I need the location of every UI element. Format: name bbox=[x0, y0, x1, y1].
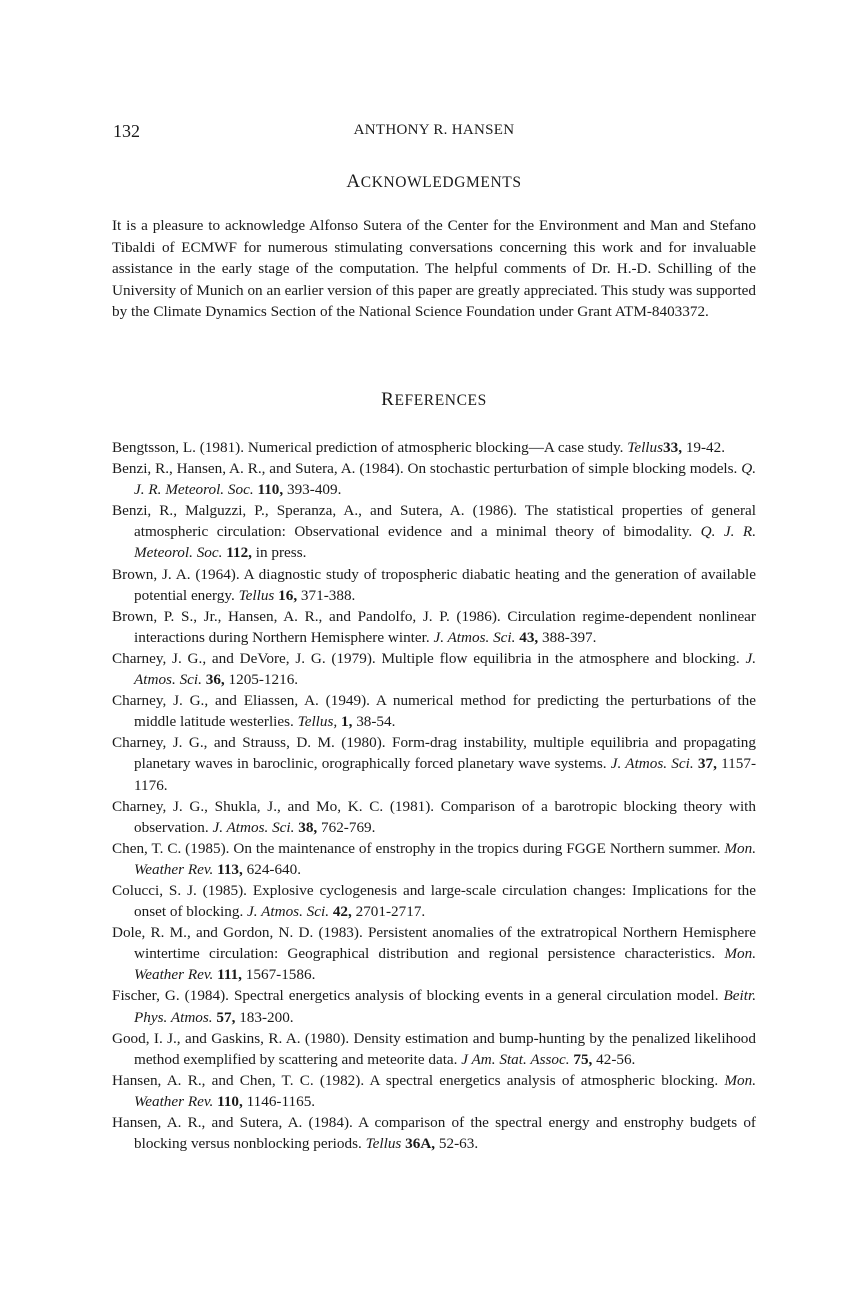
reference-venue: Q. J. R. Meteorol. Soc. bbox=[134, 460, 756, 499]
reference-pages: 1157-1176. bbox=[134, 755, 757, 794]
reference-entry bbox=[112, 564, 756, 606]
page-number: 132 bbox=[113, 121, 140, 141]
reference-pages: 1205-1216. bbox=[228, 671, 299, 689]
reference-volume: 43, bbox=[519, 628, 539, 646]
reference-entry bbox=[112, 500, 756, 563]
reference-volume: 33, bbox=[663, 439, 683, 456]
reference-pages: in press. bbox=[255, 544, 307, 562]
reference-volume: 110, bbox=[217, 1092, 243, 1110]
reference-entry bbox=[112, 690, 756, 732]
reference-authors: Brown, P. S., Jr., Hansen, A. R., and Pandolfo, J. P. (1986). Circulation regime-dependent nonlinear interactions during Northern Hemisphere winter. bbox=[112, 607, 756, 646]
reference-venue: J Am. Stat. Assoc. bbox=[461, 1050, 570, 1068]
acknowledgments-paragraph: It is a pleasure to acknowledge Alfonso Sutera of the Center for the Environment and Man and Stefano Tibaldi of ECMWF for numerous stimulating conversations concerning this work and for invaluable assistance in the early stage of the computation. The helpful comments of Dr. H.-D. Schilling of the University of Munich on an earlier version of this paper are greatly appreciated. This study was supported by the Climate Dynamics Section of the National Science Foundation under Grant ATM-8403372. bbox=[112, 217, 756, 320]
reference-authors: Charney, J. G., and Eliassen, A. (1949). A numerical method for predicting the perturbations of the middle latitude westerlies. bbox=[112, 692, 756, 731]
acknowledgments-body bbox=[112, 215, 756, 323]
reference-venue: Tellus bbox=[627, 439, 664, 456]
reference-entry bbox=[112, 838, 756, 880]
reference-pages: 762-769. bbox=[321, 818, 376, 836]
reference-entry bbox=[112, 1028, 756, 1070]
reference-venue: Mon. Weather Rev. bbox=[134, 945, 756, 984]
reference-venue: J. Atmos. Sci. bbox=[247, 903, 330, 921]
reference-entry bbox=[112, 648, 756, 690]
reference-volume: 110, bbox=[257, 481, 284, 499]
references-heading-initial: R bbox=[381, 389, 395, 410]
reference-pages: 52-63. bbox=[438, 1135, 479, 1153]
reference-entry bbox=[112, 458, 756, 500]
reference-pages: 183-200. bbox=[239, 1008, 294, 1026]
reference-entry bbox=[112, 1112, 756, 1154]
reference-volume: 38, bbox=[298, 818, 318, 836]
reference-authors: Hansen, A. R., and Sutera, A. (1984). A comparison of the spectral energy and enstrophy budgets of blocking versus nonblocking periods. bbox=[112, 1114, 756, 1153]
acknowledgments-heading bbox=[112, 171, 756, 193]
reference-pages: 19-42. bbox=[685, 439, 726, 456]
reference-pages: 42-56. bbox=[596, 1050, 636, 1068]
reference-volume: 113, bbox=[217, 860, 243, 878]
page-header bbox=[112, 121, 756, 145]
reference-volume: 36A, bbox=[405, 1135, 436, 1153]
references-heading-rest: EFERENCES bbox=[394, 392, 487, 409]
reference-entry bbox=[112, 732, 756, 795]
reference-volume: 112, bbox=[226, 544, 252, 562]
reference-venue: Tellus bbox=[238, 586, 275, 604]
reference-pages: 624-640. bbox=[246, 860, 302, 878]
reference-venue: J. Atmos. Sci. bbox=[433, 628, 516, 646]
reference-list bbox=[112, 437, 756, 1154]
reference-authors: Good, I. J., and Gaskins, R. A. (1980). Density estimation and bump-hunting by the penalized likelihood method exemplified by scattering and meteorite data. bbox=[112, 1029, 756, 1068]
reference-authors: Benzi, R., Malguzzi, P., Speranza, A., and Sutera, A. (1986). The statistical properties of general atmospheric circulation: Observational evidence and a minimal theory of bimodality. bbox=[112, 502, 756, 541]
reference-volume: 36, bbox=[205, 671, 225, 689]
reference-entry bbox=[112, 1070, 756, 1112]
running-head: ANTHONY R. HANSEN bbox=[353, 122, 515, 138]
reference-authors: Charney, J. G., and DeVore, J. G. (1979). Multiple flow equilibria in the atmosphere and blocking. bbox=[112, 649, 740, 667]
reference-venue: Mon. Weather Rev. bbox=[134, 839, 756, 878]
reference-venue: Beitr. Phys. Atmos. bbox=[134, 987, 757, 1026]
reference-entry bbox=[112, 880, 756, 922]
acknowledgments-heading-initial: A bbox=[346, 171, 361, 192]
reference-venue: J. Atmos. Sci. bbox=[212, 818, 295, 836]
reference-pages: 2701-2717. bbox=[355, 903, 426, 921]
reference-entry bbox=[112, 606, 756, 648]
reference-authors: Chen, T. C. (1985). On the maintenance of enstrophy in the tropics during FGGE Northern summer. bbox=[112, 839, 721, 857]
reference-volume: 75, bbox=[573, 1050, 593, 1068]
reference-entry bbox=[112, 985, 756, 1027]
reference-volume: 57, bbox=[216, 1008, 236, 1026]
reference-pages: 38-54. bbox=[356, 713, 396, 731]
reference-authors: Colucci, S. J. (1985). Explosive cyclogenesis and large-scale circulation changes: Implications for the onset of blocking. bbox=[112, 881, 756, 921]
reference-authors: Brown, J. A. (1964). A diagnostic study of tropospheric diabatic heating and the generation of available potential energy. bbox=[112, 565, 756, 604]
acknowledgments-heading-rest: CKNOWLEDGMENTS bbox=[360, 174, 522, 191]
reference-authors: Charney, J. G., and Strauss, D. M. (1980). Form-drag instability, multiple equilibria and propagating planetary waves in baroclinic, orographically forced planetary wave systems. bbox=[112, 734, 756, 773]
reference-authors: Benzi, R., Hansen, A. R., and Sutera, A. (1984). On stochastic perturbation of simple blocking models. bbox=[112, 460, 738, 478]
reference-volume: 111, bbox=[217, 966, 242, 984]
reference-entry bbox=[112, 796, 756, 838]
reference-venue: Tellus, bbox=[297, 713, 338, 731]
reference-pages: 393-409. bbox=[286, 481, 342, 499]
reference-pages: 371-388. bbox=[300, 586, 356, 604]
reference-volume: 42, bbox=[332, 903, 352, 921]
reference-venue: Q. J. R. Meteorol. Soc. bbox=[134, 523, 756, 562]
reference-venue: J. Atmos. Sci. bbox=[134, 649, 757, 689]
reference-authors: Charney, J. G., Shukla, J., and Mo, K. C. (1981). Comparison of a barotropic blocking theory with observation. bbox=[112, 797, 756, 836]
references-heading bbox=[112, 389, 756, 411]
reference-volume: 16, bbox=[278, 586, 298, 604]
reference-volume: 1, bbox=[341, 713, 353, 731]
reference-entry bbox=[112, 922, 756, 985]
reference-volume: 37, bbox=[697, 755, 717, 773]
reference-authors: Bengtsson, L. (1981). Numerical prediction of atmospheric blocking—A case study. bbox=[112, 439, 624, 456]
reference-authors: Hansen, A. R., and Chen, T. C. (1982). A spectral energetics analysis of atmospheric blocking. bbox=[112, 1071, 719, 1089]
reference-pages: 1146-1165. bbox=[246, 1092, 316, 1110]
reference-pages: 1567-1586. bbox=[245, 966, 316, 984]
reference-authors: Dole, R. M., and Gordon, N. D. (1983). Persistent anomalies of the extratropical Northern Hemisphere wintertime circulation: Geographical distribution and regional persistence characteristics. bbox=[112, 924, 756, 963]
reference-entry bbox=[112, 437, 756, 458]
reference-pages: 388-397. bbox=[542, 628, 597, 646]
reference-venue: Mon. Weather Rev. bbox=[134, 1071, 757, 1110]
reference-venue: Tellus bbox=[365, 1135, 402, 1153]
reference-authors: Fischer, G. (1984). Spectral energetics analysis of blocking events in a general circulation model. bbox=[112, 987, 719, 1005]
reference-venue: J. Atmos. Sci. bbox=[610, 755, 694, 773]
